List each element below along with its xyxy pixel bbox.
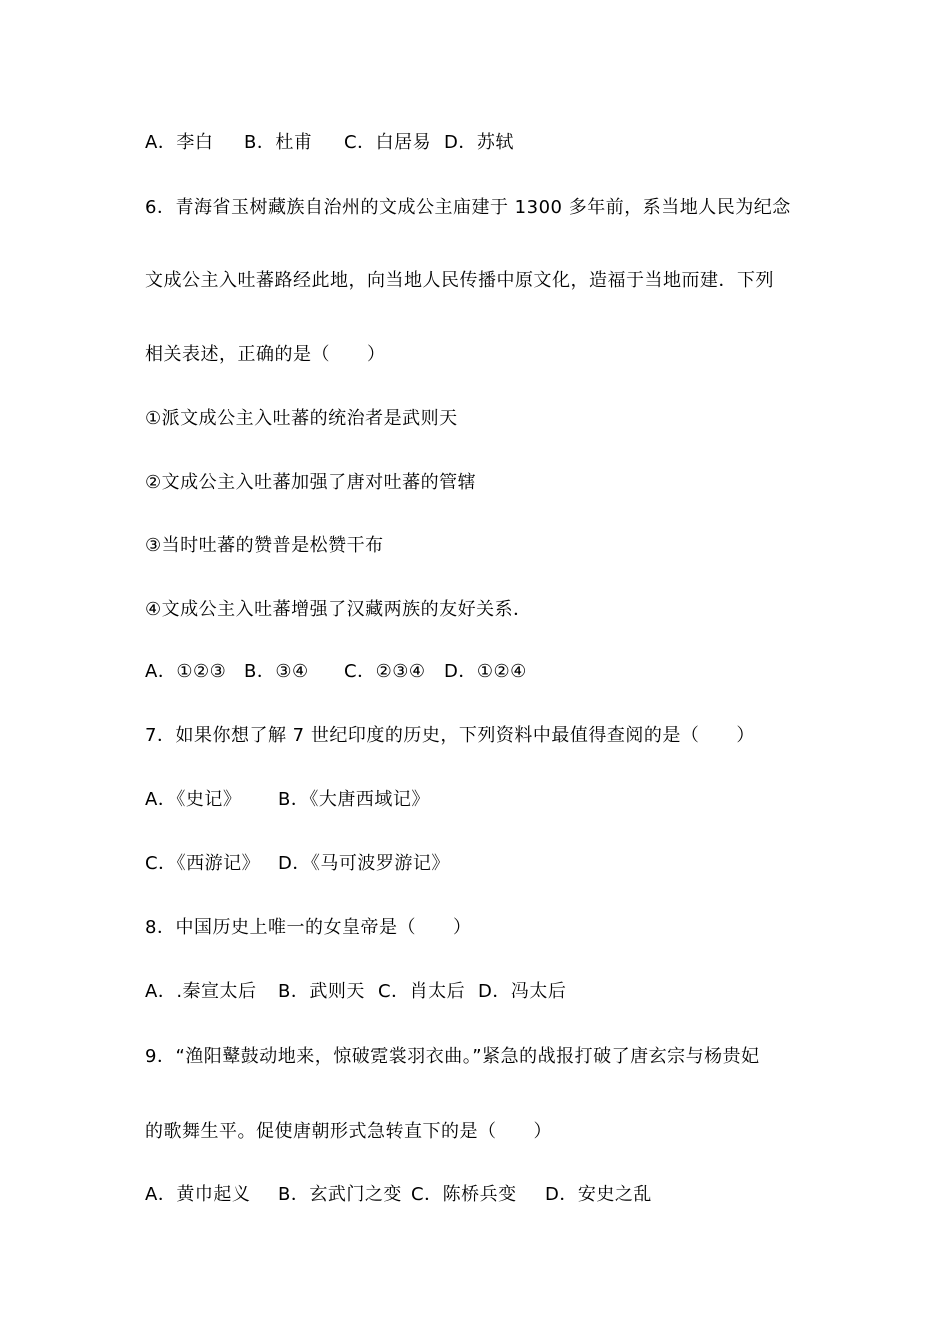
q9-option-d[interactable]: D．安史之乱 xyxy=(545,1184,652,1205)
q7-options-row-1 xyxy=(145,788,845,812)
q6-option-c[interactable]: C．②③④ xyxy=(344,661,426,682)
q9-option-c[interactable]: C．陈桥兵变 xyxy=(411,1184,517,1205)
q6-statement-2: ②文成公主入吐蕃加强了唐对吐蕃的管辖 xyxy=(145,472,477,493)
q9-option-b[interactable]: B．玄武门之变 xyxy=(278,1184,402,1205)
q6-option-d[interactable]: D．①②④ xyxy=(444,661,527,682)
q6-stem-line-3: 相关表述，正确的是（ ） xyxy=(145,344,386,365)
q6-options xyxy=(145,660,845,684)
q7-option-d[interactable]: D．《马可波罗游记》 xyxy=(278,853,450,874)
q8-option-d[interactable]: D．冯太后 xyxy=(478,981,567,1002)
q5-option-c[interactable]: C．白居易 xyxy=(344,132,432,153)
q8-stem: 8．中国历史上唯一的女皇帝是（ ） xyxy=(145,917,472,938)
q5-option-d[interactable]: D．苏轼 xyxy=(444,132,514,153)
q8-options xyxy=(145,980,845,1004)
q6-option-b[interactable]: B．③④ xyxy=(244,661,309,682)
q5-option-a[interactable]: A．李白 xyxy=(145,132,214,153)
q8-option-c[interactable]: C．肖太后 xyxy=(378,981,466,1002)
q9-option-a[interactable]: A．黄巾起义 xyxy=(145,1184,251,1205)
q8-option-a[interactable]: A．.秦宣太后 xyxy=(145,981,257,1002)
q6-option-a[interactable]: A．①②③ xyxy=(145,661,227,682)
q7-option-b[interactable]: B．《大唐西域记》 xyxy=(278,789,430,810)
q6-stem-line-1: 6．青海省玉树藏族自治州的文成公主庙建于 1300 多年前，系当地人民为纪念 xyxy=(145,197,791,218)
q8-option-b[interactable]: B．武则天 xyxy=(278,981,365,1002)
q6-stem-line-2: 文成公主入吐蕃路经此地，向当地人民传播中原文化，造福于当地而建．下列 xyxy=(145,270,774,291)
q9-stem-line-2: 的歌舞生平。促使唐朝形式急转直下的是（ ） xyxy=(145,1121,552,1142)
q6-statement-3: ③当时吐蕃的赞普是松赞干布 xyxy=(145,535,384,556)
q5-option-b[interactable]: B．杜甫 xyxy=(244,132,313,153)
q7-stem: 7．如果你想了解 7 世纪印度的历史，下列资料中最值得查阅的是（ ） xyxy=(145,725,755,746)
q9-stem-line-1: 9．“渔阳鼙鼓动地来，惊破霓裳羽衣曲。”紧急的战报打破了唐玄宗与杨贵妃 xyxy=(145,1046,760,1067)
q6-statement-4: ④文成公主入吐蕃增强了汉藏两族的友好关系． xyxy=(145,599,532,620)
q7-option-a[interactable]: A．《史记》 xyxy=(145,789,242,810)
q5-options xyxy=(145,131,845,155)
q7-options-row-2 xyxy=(145,852,845,876)
q9-options xyxy=(145,1183,845,1207)
q6-statement-1: ①派文成公主入吐蕃的统治者是武则天 xyxy=(145,408,458,429)
q7-option-c[interactable]: C．《西游记》 xyxy=(145,853,261,874)
